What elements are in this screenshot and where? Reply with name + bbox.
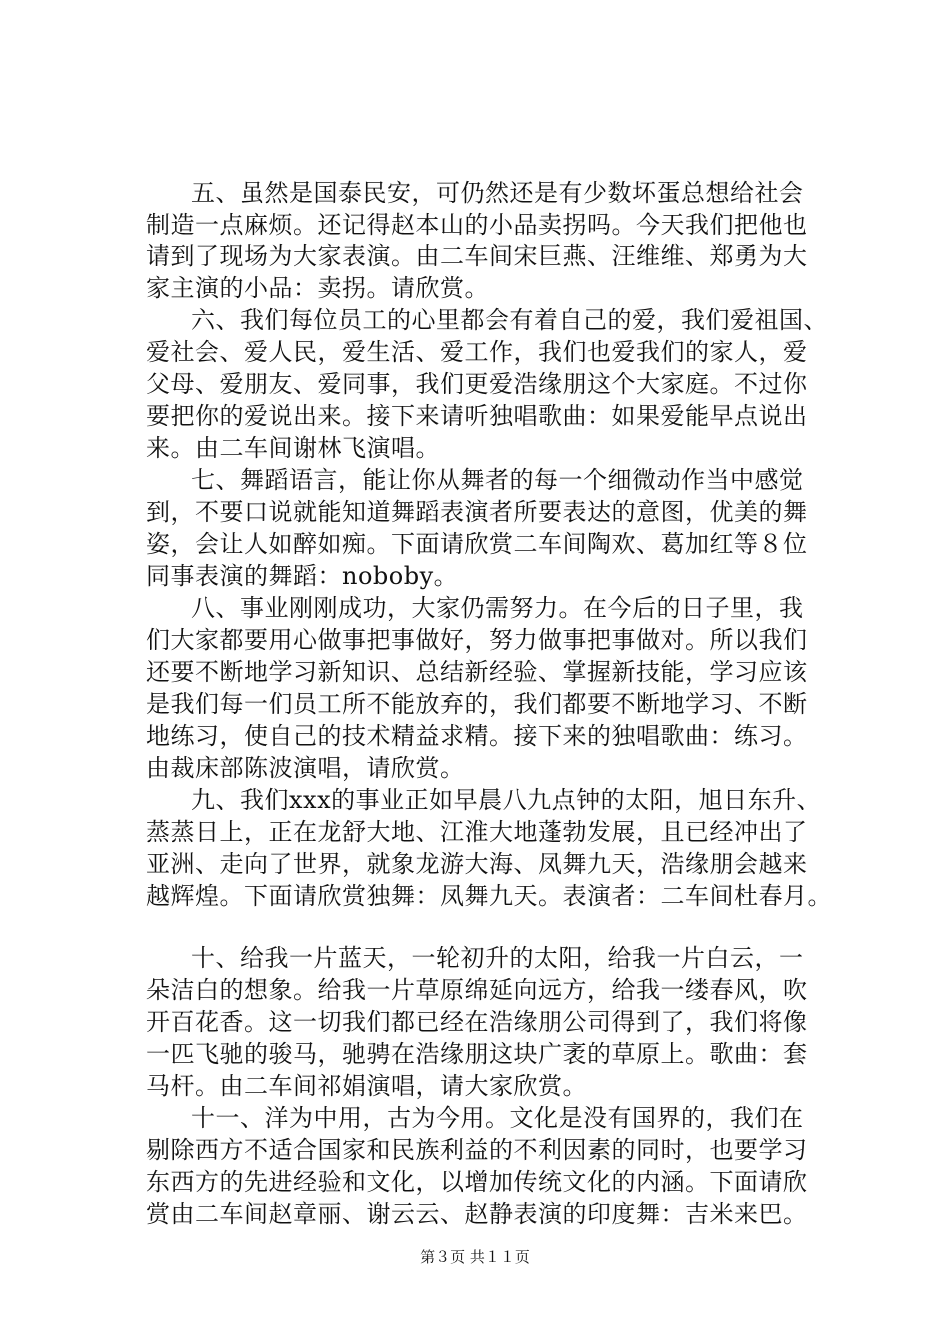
paragraph-10-line-5: 马杆。由二车间祁娟演唱，请大家欣赏。 <box>146 1072 587 1100</box>
paragraph-8-line-1: 八、事业刚刚成功，大家仍需努力。在今后的日子里，我 <box>191 594 804 622</box>
paragraph-5-line-2: 制造一点麻烦。还记得赵本山的小品卖拐吗。今天我们把他也 <box>146 211 808 239</box>
paragraph-10-line-2: 朵洁白的想象。给我一片草原绵延向远方，给我一缕春风，吹 <box>146 976 808 1004</box>
paragraph-10-line-4: 一匹飞驰的骏马，驰骋在浩缘朋这块广袤的草原上。歌曲：套 <box>146 1040 808 1068</box>
paragraph-11-line-4: 赏由二车间赵章丽、谢云云、赵静表演的印度舞：吉米来巴。 <box>146 1200 808 1228</box>
page-number-footer: 第３页 共１１页 <box>420 1248 530 1266</box>
paragraph-9-line-4: 越辉煌。下面请欣赏独舞：凤舞九天。表演者：二车间杜春月。 <box>146 882 832 910</box>
paragraph-7-line-4: 同事表演的舞蹈：noboby。 <box>146 562 459 590</box>
paragraph-8-line-2: 们大家都要用心做事把事做好，努力做事把事做对。所以我们 <box>146 626 808 654</box>
paragraph-9-line-1: 九、我们xxx的事业正如早晨八九点钟的太阳，旭日东升、 <box>191 786 822 814</box>
paragraph-8-line-3: 还要不断地学习新知识、总结新经验、掌握新技能，学习应该 <box>146 658 808 686</box>
paragraph-10-line-1: 十、给我一片蓝天，一轮初升的太阳，给我一片白云，一 <box>191 944 804 972</box>
paragraph-9-line-3: 亚洲、走向了世界，就象龙游大海、凤舞九天，浩缘朋会越来 <box>146 850 808 878</box>
paragraph-7-line-3: 姿，会让人如醉如痴。下面请欣赏二车间陶欢、葛加红等８位 <box>146 530 808 558</box>
paragraph-6-line-3: 父母、爱朋友、爱同事，我们更爱浩缘朋这个大家庭。不过你 <box>146 370 808 398</box>
paragraph-5-line-4: 家主演的小品：卖拐。请欣赏。 <box>146 274 489 302</box>
paragraph-6-line-4: 要把你的爱说出来。接下来请听独唱歌曲：如果爱能早点说出 <box>146 402 808 430</box>
paragraph-10-line-3: 开百花香。这一切我们都已经在浩缘朋公司得到了，我们将像 <box>146 1008 808 1036</box>
paragraph-5-line-3: 请到了现场为大家表演。由二车间宋巨燕、汪维维、郑勇为大 <box>146 242 808 270</box>
paragraph-6-line-1: 六、我们每位员工的心里都会有着自己的爱，我们爱祖国、 <box>191 306 828 334</box>
paragraph-11-line-1: 十一、洋为中用，古为今用。文化是没有国界的，我们在 <box>191 1104 804 1132</box>
paragraph-6-line-5: 来。由二车间谢林飞演唱。 <box>146 434 440 462</box>
paragraph-8-line-6: 由裁床部陈波演唱，请欣赏。 <box>146 754 465 782</box>
paragraph-8-line-4: 是我们每一们员工所不能放弃的，我们都要不断地学习、不断 <box>146 690 808 718</box>
paragraph-11-line-3: 东西方的先进经验和文化，以增加传统文化的内涵。下面请欣 <box>146 1168 808 1196</box>
paragraph-8-line-5: 地练习，使自己的技术精益求精。接下来的独唱歌曲：练习。 <box>146 722 808 750</box>
paragraph-7-line-1: 七、舞蹈语言，能让你从舞者的每一个细微动作当中感觉 <box>191 466 804 494</box>
paragraph-9-line-2: 蒸蒸日上，正在龙舒大地、江淮大地蓬勃发展，且已经冲出了 <box>146 818 808 846</box>
paragraph-11-line-2: 剔除西方不适合国家和民族利益的不利因素的同时，也要学习 <box>146 1136 808 1164</box>
paragraph-7-line-2: 到，不要口说就能知道舞蹈表演者所要表达的意图，优美的舞 <box>146 498 808 526</box>
paragraph-5-line-1: 五、虽然是国泰民安，可仍然还是有少数坏蛋总想给社会 <box>191 179 804 207</box>
paragraph-6-line-2: 爱社会、爱人民，爱生活、爱工作，我们也爱我们的家人，爱 <box>146 338 808 366</box>
